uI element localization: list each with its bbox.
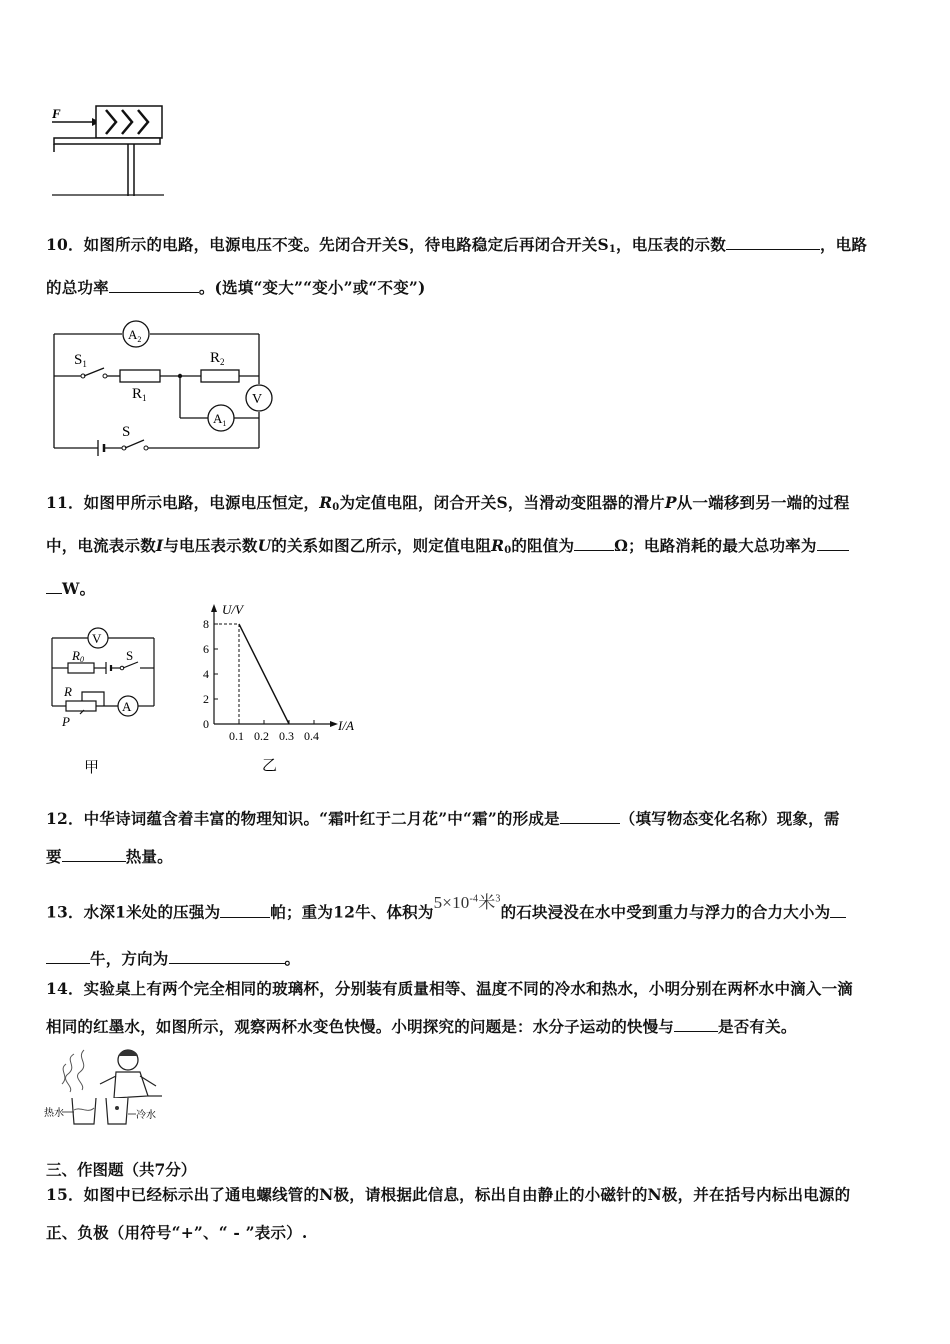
figure-caption-jia: 甲 xyxy=(84,760,100,776)
answer-blank[interactable] xyxy=(574,533,614,551)
figure-q11-circuit xyxy=(46,622,166,782)
switch-s-label: S xyxy=(126,648,134,663)
answer-blank[interactable] xyxy=(674,1014,718,1032)
ammeter-a1-label: $A_1$ xyxy=(213,411,227,428)
y-tick-label: 6 xyxy=(203,642,209,656)
answer-blank[interactable] xyxy=(830,900,846,918)
y-tick-label: 0 xyxy=(203,717,209,731)
y-tick-label: 2 xyxy=(203,692,209,706)
figure-q11-ui-graph xyxy=(196,600,366,780)
figure-q9-block xyxy=(44,100,174,200)
y-tick-label: 8 xyxy=(203,617,209,631)
answer-blank[interactable] xyxy=(726,232,820,250)
x-tick-label: 0.2 xyxy=(254,729,269,743)
x-axis-arrow xyxy=(330,721,338,727)
resistor-r2-label: $R_2$ xyxy=(210,350,225,367)
ammeter-a2-label: $A_2$ xyxy=(128,327,142,344)
answer-blank[interactable] xyxy=(62,844,126,862)
question-11-text: 11．如图甲所示电路，电源电压恒定，$R_0$为定值电阻，闭合开关S，当滑动变阻器的滑片P从一端移到另一端的过程 中，电流表示数I与电压表示数U的关系如图乙所示，则定值电阻$R_0$的阻值为 Ω；电路消耗的最大总功率为 W。 xyxy=(46,493,850,598)
answer-blank[interactable] xyxy=(560,806,620,824)
y-axis-label: U/V xyxy=(222,602,243,617)
x-axis-label: I/A xyxy=(338,718,354,733)
hot-water-label: 热水 xyxy=(44,1108,64,1119)
question-12-text: 12．中华诗词蕴含着丰富的物理知识。“霜叶红于二月花”中“霜”的形成是 （填写物态变化名称）现象，需 要 热量。 xyxy=(46,800,906,876)
cold-water-label: 冷水 xyxy=(136,1110,156,1121)
answer-blank[interactable] xyxy=(169,946,285,964)
switch-s-label: S xyxy=(122,424,131,440)
question-10-text: 10．如图所示的电路，电源电压不变。先闭合开关S，待电路稳定后再闭合开关$S_1$，电压表的示数 ，电路 的总功率 。(选填“变大”“变小”或“不变”) xyxy=(46,226,906,307)
answer-blank[interactable] xyxy=(220,900,270,918)
series-line-u-i xyxy=(239,624,289,724)
section-3-heading: 三、作图题（共7分） xyxy=(46,1160,197,1179)
figure-q10-circuit xyxy=(46,314,281,456)
ammeter-label: A xyxy=(122,699,132,714)
question-15-text: 15．如图中已经标示出了通电螺线管的N极，请根据此信息，标出自由静止的小磁针的N极，并在括号内标出电源的 正、负极（用符号“+”、“ - ”表示）. xyxy=(46,1185,851,1242)
answer-blank[interactable] xyxy=(817,533,849,551)
answer-blank[interactable] xyxy=(46,946,90,964)
switch-s1-label: $S_1$ xyxy=(74,352,87,369)
question-14-text: 14．实验桌上有两个完全相同的玻璃杯，分别装有质量相等、温度不同的冷水和热水，小明分别在两杯水中滴入一滴 相同的红墨水，如图所示，观察两杯水变色快慢。小明探究的问题是：水分子运动的快慢与 是否有关。 xyxy=(46,979,853,1036)
slider-label: P xyxy=(62,714,70,729)
answer-blank[interactable] xyxy=(109,275,199,293)
resistor-r1-label: $R_1$ xyxy=(132,386,147,403)
graph-caption-yi: 乙 xyxy=(262,758,278,774)
voltmeter-label: V xyxy=(252,392,263,407)
resistor-r0-label: R0 xyxy=(72,648,84,664)
force-label: F xyxy=(52,106,61,121)
y-tick-label: 4 xyxy=(203,667,209,681)
x-tick-label: 0.3 xyxy=(279,729,294,743)
x-tick-label: 0.1 xyxy=(229,729,244,743)
x-tick-label: 0.4 xyxy=(304,729,319,743)
figure-q14-hot-cold-water xyxy=(44,1046,174,1130)
rheostat-label: R xyxy=(64,684,72,699)
y-axis-arrow xyxy=(211,604,217,612)
voltmeter-label: V xyxy=(92,631,102,646)
question-13-text: 13．水深1米处的压强为 帕；重为12牛、体积为$5\times 10^{-4}$米$^3$的石块浸没在水中受到重力与浮力的合力大小为 牛，方向为 。 xyxy=(46,886,906,982)
answer-blank[interactable] xyxy=(46,576,62,594)
volume-expression: $5\times 10^{-4}$米$^3$ xyxy=(433,892,501,912)
